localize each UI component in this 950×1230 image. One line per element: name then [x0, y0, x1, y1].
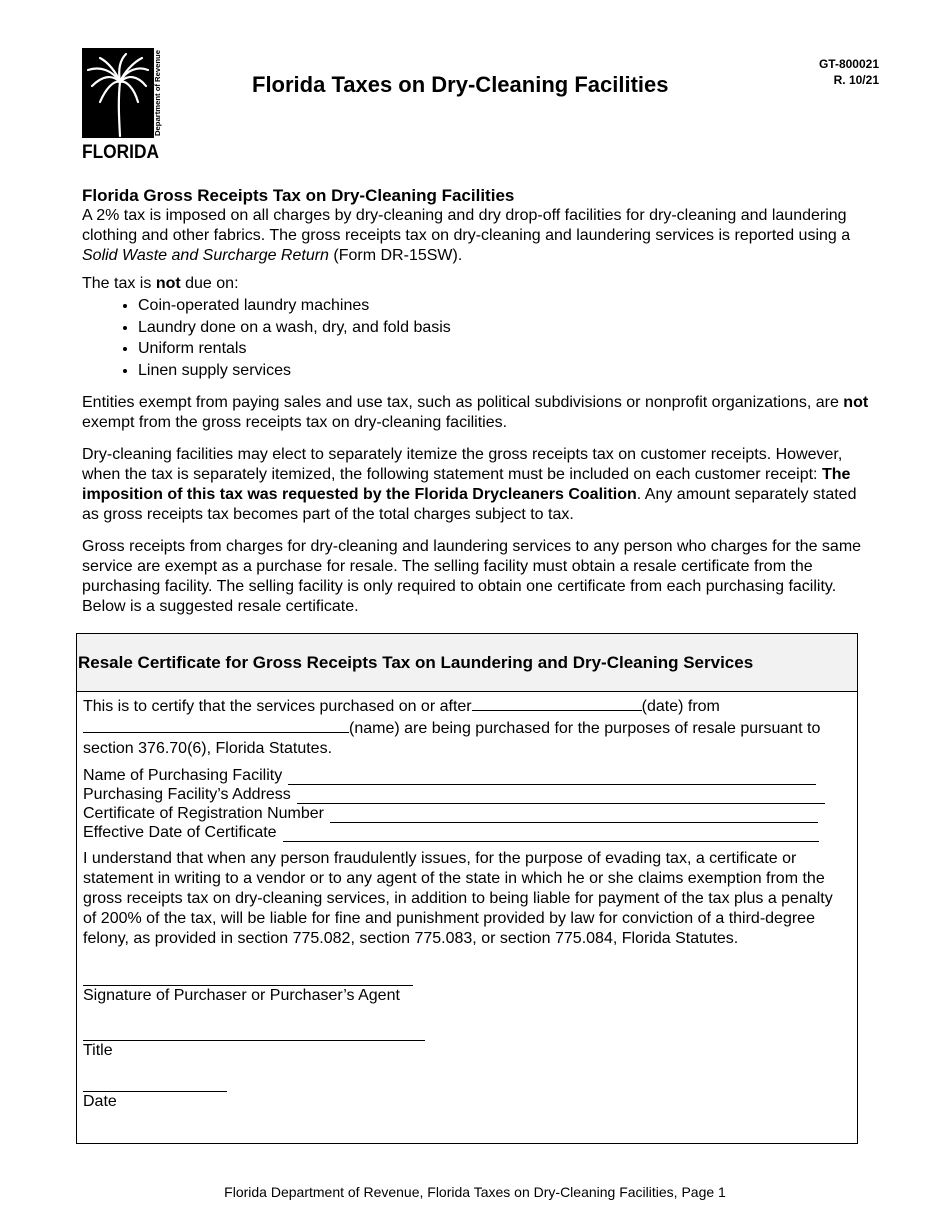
resale-paragraph: Gross receipts from charges for dry-cleaning and laundering services to any person who charges for the same service are exempt as a purchase for resale. The selling facility must obtain a resale certificate from the purchasing facility. The selling facility is only required to obtain one certificate from each purchasing facility. Below is a suggested resale certificate. [82, 538, 862, 615]
certify-statement [83, 695, 847, 759]
date-blank[interactable] [472, 695, 642, 711]
form-name: Solid Waste and Surcharge Return [82, 247, 329, 264]
list-item: • Laundry done on a wash, dry, and fold basis [138, 317, 872, 339]
list-item: • Uniform rentals [138, 338, 872, 360]
section-heading: Florida Gross Receipts Tax on Dry-Cleaning Facilities [82, 186, 515, 205]
field-label: Effective Date of Certificate [83, 824, 277, 841]
field-label: Certificate of Registration Number [83, 805, 324, 822]
exempt-text: Entities exempt from paying sales and use tax, such as political subdivisions or nonprofit organizations, are [82, 394, 844, 411]
signature-block [83, 985, 847, 1006]
page-footer: Florida Department of Revenue, Florida Taxes on Dry-Cleaning Facilities, Page 1 [224, 1184, 726, 1200]
itemize-text: Dry-cleaning facilities may elect to separately itemize the gross receipts tax on customer receipts. However, when the tax is separately itemized, the following statement must be included on each customer receipt: [82, 446, 843, 483]
resale-certificate [76, 633, 858, 1144]
title-block [83, 1040, 847, 1061]
exempt-text-end: exempt from the gross receipts tax on dry-cleaning facilities. [82, 414, 508, 431]
purchasing-facility-name-field[interactable] [288, 770, 816, 785]
form-identifier [819, 56, 879, 88]
field-row [83, 823, 847, 842]
itemize-text-end: . Any amount separately stated as gross receipts tax becomes part of the total charges subject to tax. [82, 486, 857, 523]
document-title: Florida Taxes on Dry-Cleaning Facilities [252, 72, 669, 97]
florida-dor-logo [82, 48, 162, 160]
not-due-text-end: due on: [180, 275, 239, 292]
list-item: • Linen supply services [138, 360, 872, 382]
form-number: GT-800021 [818, 57, 879, 71]
field-row [83, 766, 847, 785]
list-item: • Coin-operated laundry machines [138, 295, 872, 317]
signature-label: Signature of Purchaser or Purchaser’s Agent [83, 987, 400, 1004]
certificate-body [77, 692, 857, 1112]
date-label: Date [83, 1093, 117, 1110]
itemize-paragraph [82, 445, 872, 525]
field-row [83, 804, 847, 823]
intro-section [82, 186, 872, 617]
registration-number-field[interactable] [330, 808, 818, 823]
certificate-header [77, 634, 857, 692]
title-label: Title [83, 1042, 113, 1059]
certificate-fields [83, 766, 847, 842]
certify-text: This is to certify that the services purchased on or after [83, 698, 472, 715]
logo-wordmark: FLORIDA [82, 142, 160, 160]
logo-side-text: Department of Revenue [153, 55, 162, 136]
intro-text: A 2% tax is imposed on all charges by dry-cleaning and dry drop-off facilities for dry-cleaning and laundering clothing and other fabrics. The gross receipts tax on dry-cleaning and laundering services is reported using a [82, 207, 851, 244]
date-block [83, 1091, 847, 1112]
intro-text-end: (Form DR-15SW). [328, 247, 463, 264]
certificate-title: Resale Certificate for Gross Receipts Tax on Laundering and Dry-Cleaning Services [78, 652, 754, 672]
required-statement: The imposition of this tax was requested by the Florida Drycleaners Coalition [82, 466, 851, 503]
intro-paragraph [82, 206, 872, 266]
name-blank[interactable] [83, 717, 349, 733]
not-emphasis: not [843, 394, 869, 411]
field-label: Name of Purchasing Facility [83, 767, 283, 784]
field-label: Purchasing Facility’s Address [83, 786, 291, 803]
certify-text-end: (name) are being purchased for the purposes of resale pursuant to section 376.70(6), Florida Statutes. [83, 720, 821, 757]
field-row [83, 785, 847, 804]
certify-text-date: (date) from [641, 698, 720, 715]
not-due-text: The tax is [82, 275, 156, 292]
not-due-intro [82, 274, 872, 294]
not-emphasis: not [155, 275, 181, 292]
revision-date: R. 10/21 [833, 73, 879, 87]
purchasing-facility-address-field[interactable] [297, 789, 825, 804]
fraud-statement: I understand that when any person fraudulently issues, for the purpose of evading tax, a certificate or statement in writing to a vendor or to any agent of the state in which he or she claims exemption from the gross receipts tax on dry-cleaning services, in addition to being liable for payment of the tax plus a penalty of 200% of the tax, will be liable for fine and punishment provided by law for conviction of a third-degree felony, as provided in section 775.082, section 775.083, or section 775.084, Florida Statutes. [83, 850, 833, 947]
effective-date-field[interactable] [283, 827, 819, 842]
exempt-entities-paragraph [82, 393, 872, 433]
not-due-list [82, 295, 872, 381]
